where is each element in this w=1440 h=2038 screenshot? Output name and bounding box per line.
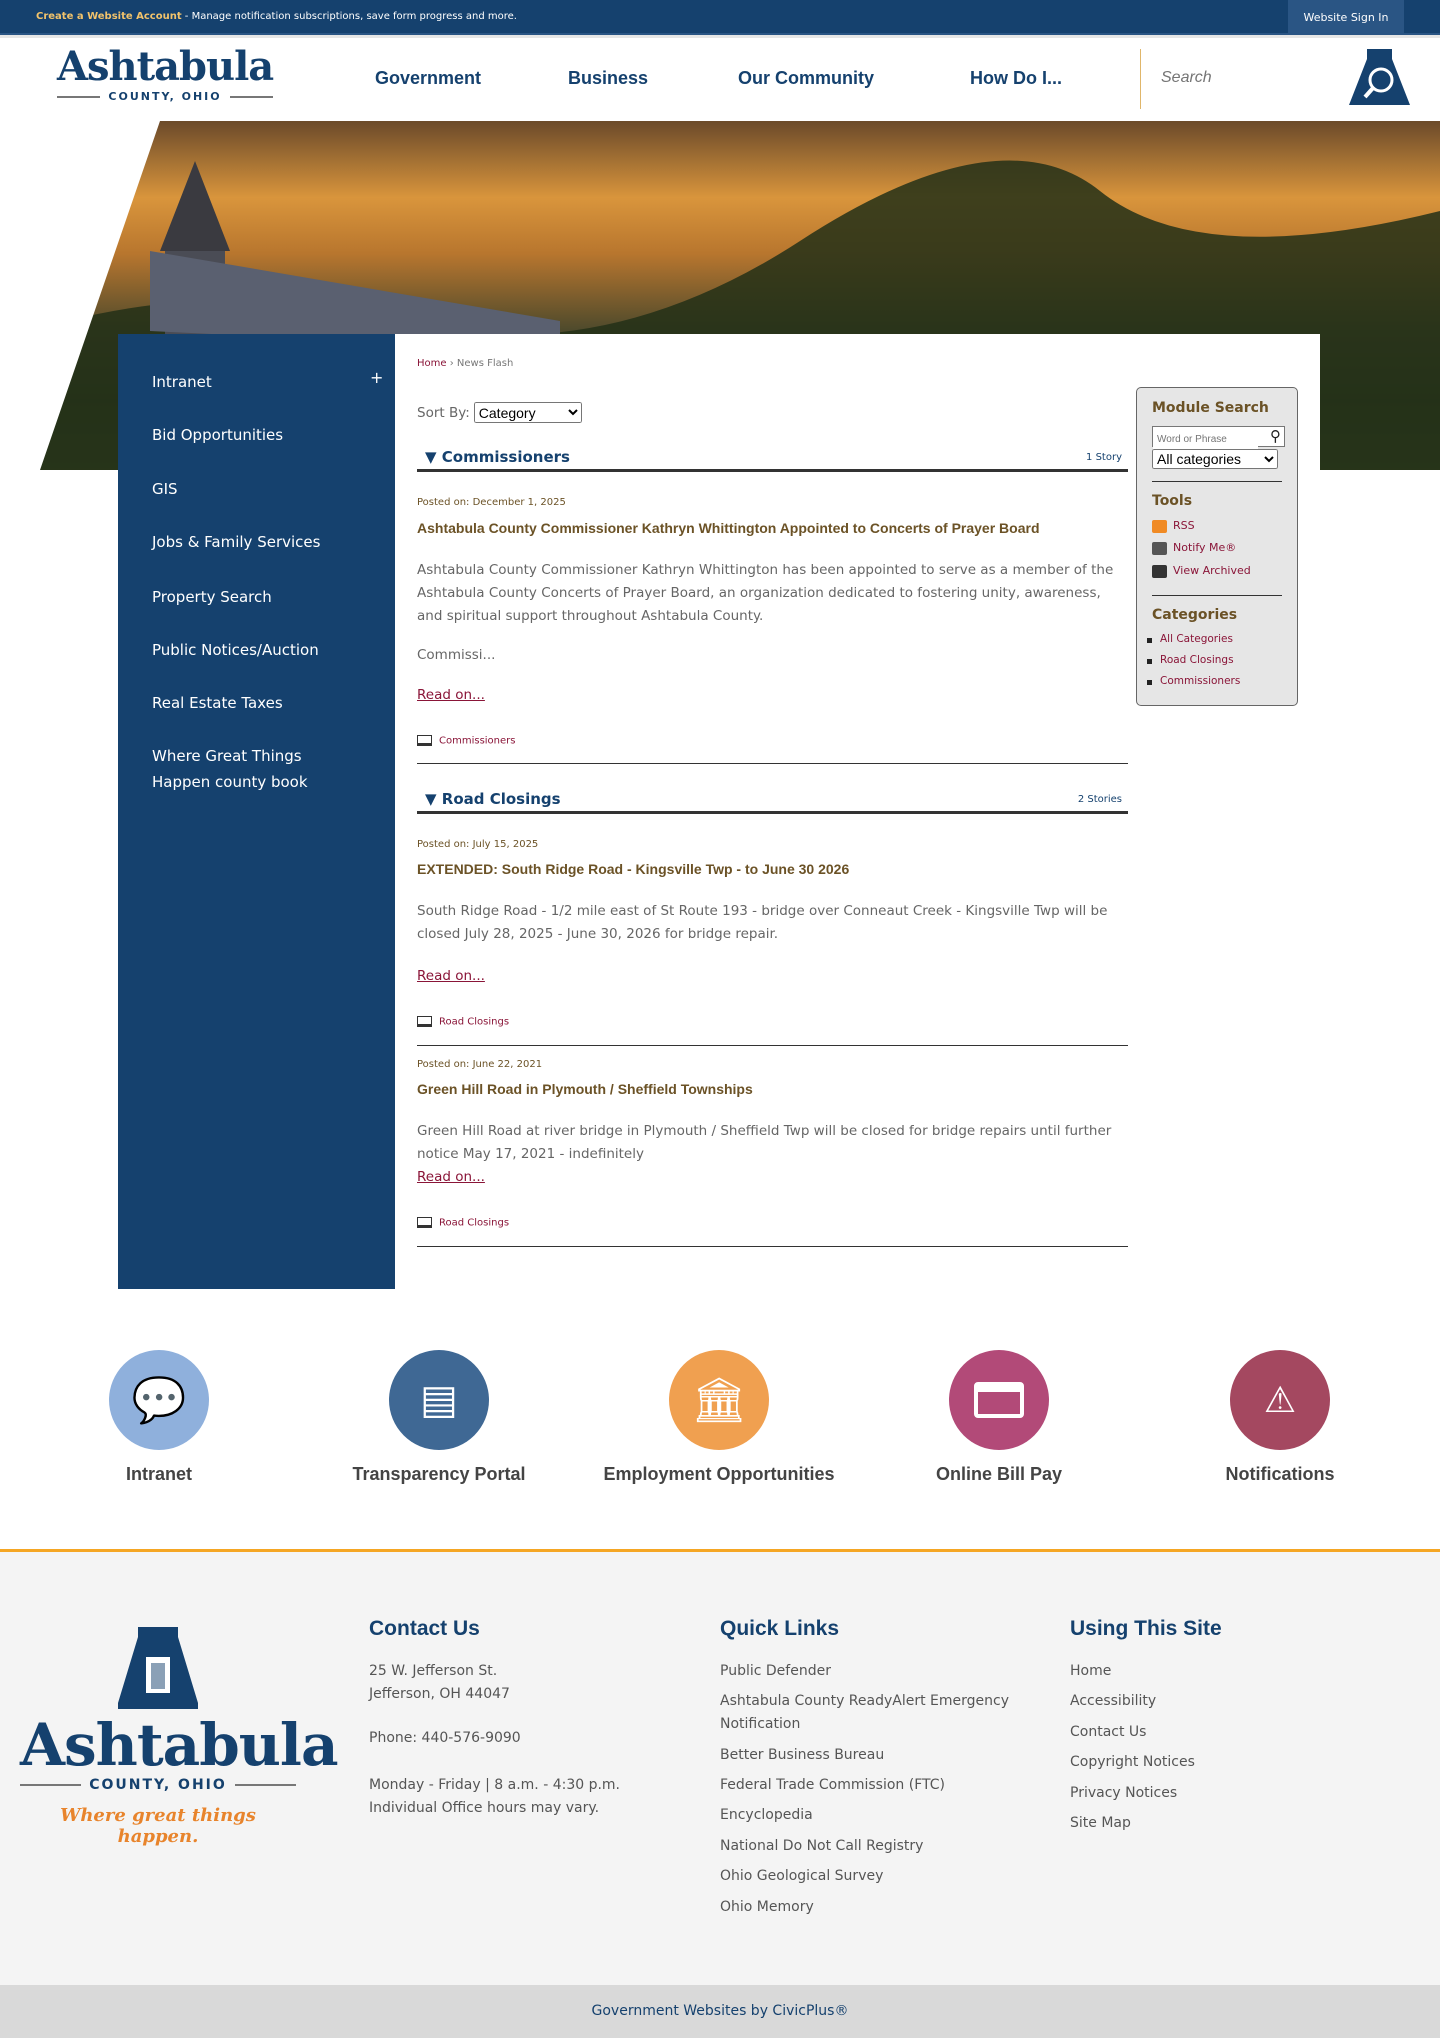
read-on-link[interactable]: Read on...: [417, 1169, 485, 1185]
footer-link[interactable]: Ohio Memory: [720, 1899, 814, 1915]
footer-logo-subtitle: COUNTY, OHIO: [20, 1777, 296, 1793]
contact-hours-note: Individual Office hours may vary.: [369, 1800, 600, 1816]
archive-icon: [1152, 565, 1167, 578]
logo-subtitle: COUNTY, OHIO: [57, 90, 273, 103]
sidebar-item-property-search[interactable]: Property Search: [152, 588, 272, 606]
posted-date: Posted on: December 1, 2025: [417, 497, 566, 508]
civicplus-credit[interactable]: Government Websites by CivicPlus®: [0, 1985, 1440, 2038]
story-body: South Ridge Road - 1/2 mile east of St Route 193 - bridge over Conneaut Creek - Kingsville Twp will be closed July 28, 2025 - June 30, 2026 for bridge repair.: [417, 903, 1108, 942]
building-columns-icon: 🏛: [691, 1375, 747, 1426]
category-link-all[interactable]: All Categories: [1160, 633, 1233, 645]
module-search-input[interactable]: [1153, 430, 1258, 449]
categories-title: Categories: [1152, 607, 1238, 623]
divider: [417, 1045, 1128, 1046]
read-on-link[interactable]: Read on...: [417, 687, 485, 703]
story-title[interactable]: Ashtabula County Commissioner Kathryn Whittington Appointed to Concerts of Prayer Board: [417, 520, 1040, 536]
footer-link[interactable]: Public Defender: [720, 1663, 831, 1679]
footer-link[interactable]: Ohio Geological Survey: [720, 1868, 884, 1884]
story-category-tag[interactable]: Road Closings: [417, 1016, 509, 1028]
breadcrumb-current: News Flash: [456, 358, 514, 369]
sidebar-item-gis[interactable]: GIS: [152, 480, 178, 498]
using-this-site-heading: Using This Site: [1070, 1617, 1222, 1640]
book-icon: [417, 1016, 432, 1027]
divider: [1152, 595, 1282, 596]
online-bill-pay-quick-link[interactable]: [949, 1350, 1049, 1450]
tools-title: Tools: [1152, 493, 1193, 509]
footer-link[interactable]: Encyclopedia: [720, 1807, 813, 1823]
sidebar-nav: [118, 334, 395, 1289]
divider: [1152, 481, 1282, 482]
story-body: Green Hill Road at river bridge in Plymouth / Sheffield Twp will be closed for bridge repairs until further notice May 17, 2021 - indefinitely: [417, 1123, 1112, 1162]
module-search-field: [1152, 426, 1285, 447]
story-category-tag[interactable]: Commissioners: [417, 735, 516, 747]
quick-link-label[interactable]: Notifications: [1225, 1464, 1335, 1484]
contact-address-1: 25 W. Jefferson St.: [369, 1663, 498, 1679]
website-sign-in-button[interactable]: Website Sign In: [1288, 0, 1404, 35]
footer-link[interactable]: Privacy Notices: [1070, 1785, 1178, 1801]
module-category-select[interactable]: [1152, 449, 1278, 469]
footer-link[interactable]: Ashtabula County ReadyAlert Emergency: [720, 1693, 1010, 1709]
category-title: ▼ Commissioners: [425, 448, 570, 466]
chat-bubbles-icon: 💬: [131, 1375, 187, 1426]
logo[interactable]: [57, 44, 273, 103]
book-icon: [417, 1217, 432, 1228]
contact-hours: Monday - Friday | 8 a.m. - 4:30 p.m.: [369, 1777, 621, 1793]
transparency-portal-quick-link[interactable]: [389, 1350, 489, 1450]
search-button[interactable]: [1349, 49, 1410, 105]
category-title: ▼ Road Closings: [425, 790, 561, 808]
footer-link[interactable]: Home: [1070, 1663, 1112, 1679]
account-message-text: - Manage notification subscriptions, save form progress and more.: [181, 11, 517, 22]
category-link-commissioners[interactable]: Commissioners: [1160, 675, 1241, 687]
category-link-road-closings[interactable]: Road Closings: [1160, 654, 1234, 666]
footer-link[interactable]: Better Business Bureau: [720, 1747, 885, 1763]
alert-message-icon: ⚠: [1263, 1379, 1297, 1421]
story-count: 2 Stories: [1077, 794, 1122, 805]
footer-link[interactable]: National Do Not Call Registry: [720, 1838, 924, 1854]
footer-link[interactable]: Copyright Notices: [1070, 1754, 1195, 1770]
credit-card-icon: [974, 1382, 1024, 1418]
story-title[interactable]: EXTENDED: South Ridge Road - Kingsville Twp - to June 30 2026: [417, 861, 850, 877]
account-message: [36, 11, 517, 22]
module-sidebar: [1136, 387, 1298, 706]
book-icon: [417, 735, 432, 746]
posted-date: Posted on: June 22, 2021: [417, 1059, 543, 1070]
sidebar-item-bid-opportunities[interactable]: Bid Opportunities: [152, 426, 284, 444]
footer-link[interactable]: Notification: [720, 1716, 801, 1732]
story-category-tag[interactable]: Road Closings: [417, 1217, 509, 1229]
story-title[interactable]: Green Hill Road in Plymouth / Sheffield Townships: [417, 1081, 753, 1097]
story-body: Ashtabula County Commissioner Kathryn Whittington has been appointed to serve as a member of the Ashtabula County Concerts of Prayer Board, an organization dedicated to fostering unity, awareness, and spiritual support throughout Ashtabula County.: [417, 562, 1114, 624]
sidebar-item-public-notices[interactable]: Public Notices/Auction: [152, 641, 319, 659]
contact-phone: Phone: 440-576-9090: [369, 1730, 521, 1746]
posted-date: Posted on: July 15, 2025: [417, 839, 539, 850]
document-icon: ▤: [420, 1377, 458, 1423]
breadcrumb: [417, 358, 513, 369]
divider: [417, 763, 1128, 764]
magnifier-icon[interactable]: ⚲: [1270, 427, 1281, 445]
footer-logo[interactable]: [20, 1627, 338, 1847]
footer-link[interactable]: Site Map: [1070, 1815, 1131, 1831]
quick-link-label[interactable]: Intranet: [125, 1464, 193, 1484]
divider: [1140, 49, 1141, 109]
site-search-input[interactable]: [1150, 60, 1330, 96]
county-a-logo-icon: [113, 1627, 203, 1709]
story-count: 1 Story: [1086, 452, 1122, 463]
sort-by-label: Sort By:: [417, 404, 470, 421]
sort-by: [417, 402, 582, 423]
sort-by-select[interactable]: [474, 402, 582, 423]
sidebar-item-county-book[interactable]: Where Great Things Happen county book: [152, 747, 308, 791]
quick-link-label[interactable]: Online Bill Pay: [935, 1464, 1063, 1484]
envelope-icon: [1152, 542, 1167, 555]
breadcrumb-home[interactable]: Home: [417, 358, 447, 369]
module-search-title: Module Search: [1152, 400, 1269, 416]
footer-link[interactable]: Accessibility: [1070, 1693, 1157, 1709]
create-account-link[interactable]: Create a Website Account: [36, 11, 182, 22]
breadcrumb-separator: ›: [446, 358, 457, 369]
contact-address-2: Jefferson, OH 44047: [369, 1686, 510, 1702]
intranet-quick-link[interactable]: [109, 1350, 209, 1450]
notifications-quick-link[interactable]: [1230, 1350, 1330, 1450]
view-archived-link[interactable]: View Archived: [1152, 564, 1251, 578]
nav-our-community[interactable]: Our Community: [737, 68, 875, 88]
nav-business[interactable]: Business: [567, 68, 649, 88]
footer-link[interactable]: Federal Trade Commission (FTC): [720, 1777, 945, 1793]
site-header: [0, 35, 1440, 121]
quick-link-label[interactable]: Employment Opportunities: [603, 1464, 835, 1484]
sidebar-item-real-estate-taxes[interactable]: Real Estate Taxes: [152, 694, 283, 712]
contact-us-heading[interactable]: Contact Us: [369, 1617, 480, 1640]
footer-link[interactable]: Contact Us: [1070, 1724, 1147, 1740]
story-body-continued: Commissi...: [417, 647, 496, 663]
quick-links-heading: Quick Links: [720, 1617, 840, 1640]
footer-logo-wordmark: Ashtabula: [20, 1711, 338, 1779]
employment-opportunities-quick-link[interactable]: [669, 1350, 769, 1450]
logo-wordmark: Ashtabula: [57, 43, 274, 90]
sidebar-item-jobs-family-services[interactable]: Jobs & Family Services: [152, 533, 321, 551]
divider: [417, 1246, 1128, 1247]
sidebar-item-intranet[interactable]: Intranet: [152, 373, 212, 391]
nav-how-do-i[interactable]: How Do I...: [970, 68, 1062, 88]
rss-link[interactable]: RSS: [1152, 519, 1195, 533]
rss-icon: [1152, 520, 1167, 533]
top-notification-bar: [0, 0, 1440, 35]
footer-tagline: Where great things happen.: [60, 1805, 256, 1847]
nav-government[interactable]: Government: [374, 68, 482, 88]
quick-link-label[interactable]: Transparency Portal: [352, 1464, 526, 1484]
category-header-road-closings[interactable]: [417, 790, 1128, 814]
search-icon: [1349, 49, 1410, 105]
notify-me-link[interactable]: Notify Me®: [1152, 541, 1236, 555]
category-header-commissioners[interactable]: [417, 448, 1128, 472]
expand-icon[interactable]: +: [370, 368, 384, 387]
read-on-link[interactable]: Read on...: [417, 968, 485, 984]
